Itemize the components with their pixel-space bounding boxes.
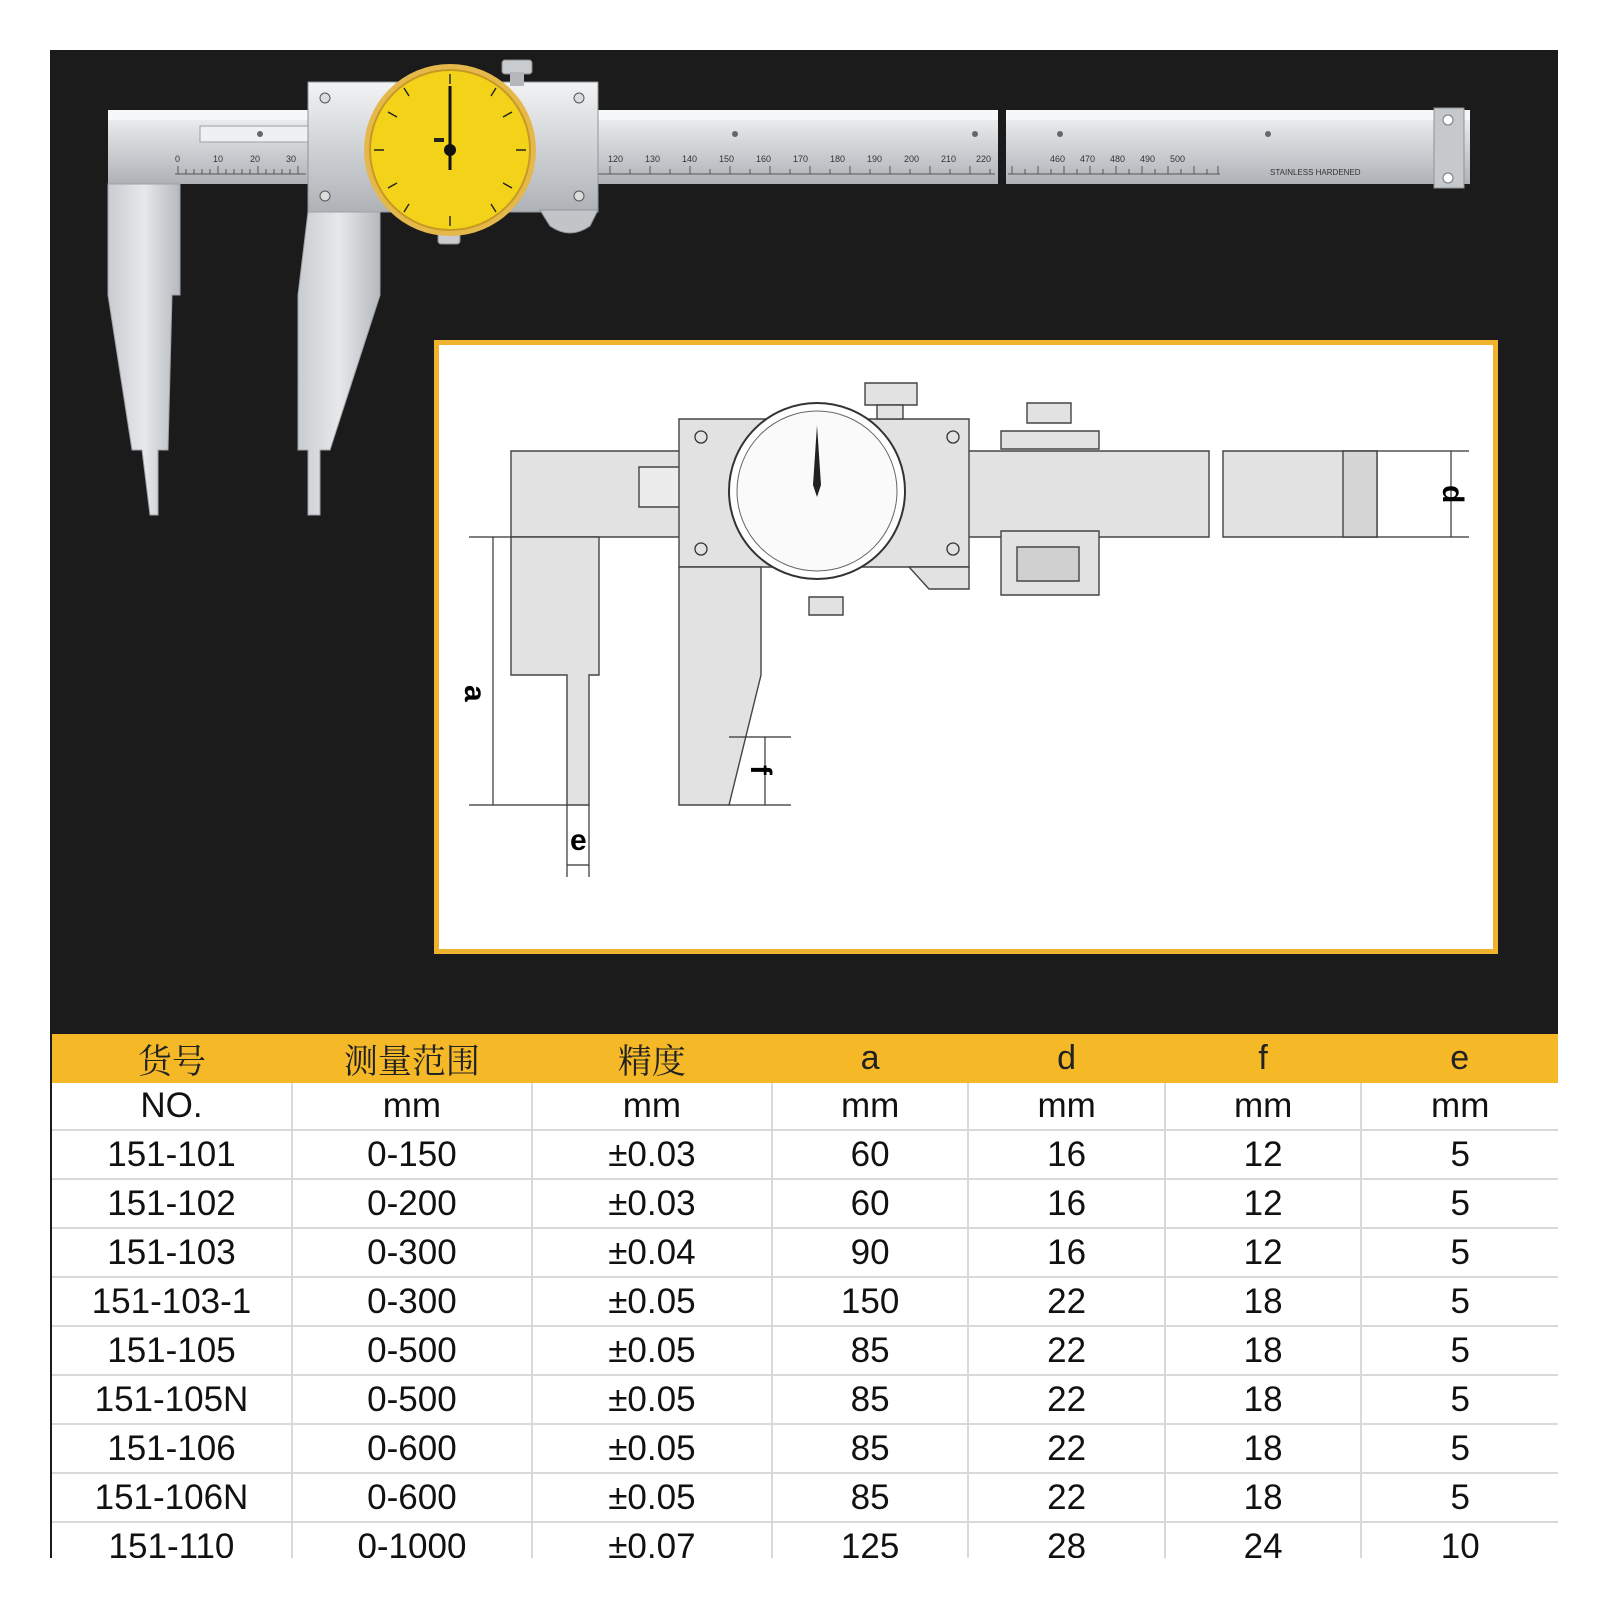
scale-label: 200 bbox=[904, 154, 920, 164]
table-cell: 0-300 bbox=[292, 1228, 532, 1277]
scale-label: 180 bbox=[830, 154, 846, 164]
table-cell: ±0.04 bbox=[532, 1228, 772, 1277]
table-cell: 22 bbox=[968, 1473, 1165, 1522]
table-cell: 5 bbox=[1361, 1326, 1558, 1375]
scale-label: 490 bbox=[1140, 154, 1156, 164]
column-header: e bbox=[1361, 1034, 1558, 1083]
table-cell: 90 bbox=[772, 1228, 969, 1277]
table-cell: 151-106 bbox=[52, 1424, 292, 1473]
column-header: 精度 bbox=[532, 1034, 772, 1083]
unit-header: mm bbox=[532, 1083, 772, 1130]
table-cell: 22 bbox=[968, 1375, 1165, 1424]
scale-label: 170 bbox=[793, 154, 809, 164]
table-header-row bbox=[52, 1034, 1558, 1083]
table-cell: ±0.05 bbox=[532, 1473, 772, 1522]
table-cell: 18 bbox=[1165, 1424, 1362, 1473]
table-row bbox=[52, 1277, 1558, 1326]
table-cell: 18 bbox=[1165, 1326, 1362, 1375]
table-cell: 85 bbox=[772, 1473, 969, 1522]
scale-label: 480 bbox=[1110, 154, 1126, 164]
table-cell: ±0.03 bbox=[532, 1130, 772, 1179]
dimension-diagram bbox=[439, 345, 1493, 949]
table-cell: 16 bbox=[968, 1130, 1165, 1179]
table-cell: 151-105N bbox=[52, 1375, 292, 1424]
table-cell: 5 bbox=[1361, 1228, 1558, 1277]
table-cell: 24 bbox=[1165, 1522, 1362, 1558]
table-cell: 85 bbox=[772, 1326, 969, 1375]
scale-label: 220 bbox=[976, 154, 992, 164]
scale-label: 190 bbox=[867, 154, 883, 164]
spec-table bbox=[52, 1034, 1558, 1558]
scale-label: 140 bbox=[682, 154, 698, 164]
scale-label: 20 bbox=[250, 154, 261, 164]
table-cell: ±0.03 bbox=[532, 1179, 772, 1228]
unit-header: mm bbox=[968, 1083, 1165, 1130]
dimension-diagram-card bbox=[434, 340, 1498, 954]
table-cell: 5 bbox=[1361, 1375, 1558, 1424]
column-header: d bbox=[968, 1034, 1165, 1083]
table-cell: 151-110 bbox=[52, 1522, 292, 1558]
table-cell: ±0.05 bbox=[532, 1375, 772, 1424]
table-cell: ±0.05 bbox=[532, 1424, 772, 1473]
table-cell: 85 bbox=[772, 1424, 969, 1473]
table-cell: 151-105 bbox=[52, 1326, 292, 1375]
product-sheet bbox=[50, 50, 1558, 1558]
table-cell: 16 bbox=[968, 1228, 1165, 1277]
table-cell: 10 bbox=[1361, 1522, 1558, 1558]
scale-label: 130 bbox=[645, 154, 661, 164]
scale-label: 500 bbox=[1170, 154, 1186, 164]
dimension-label-f: f bbox=[744, 765, 777, 775]
table-cell: 0-1000 bbox=[292, 1522, 532, 1558]
table-cell: 151-106N bbox=[52, 1473, 292, 1522]
table-cell: 0-200 bbox=[292, 1179, 532, 1228]
caliper-photo bbox=[50, 50, 1558, 1030]
beam-engraving: STAINLESS HARDENED bbox=[1270, 168, 1361, 177]
table-cell: 18 bbox=[1165, 1473, 1362, 1522]
table-cell: 0-600 bbox=[292, 1473, 532, 1522]
table-cell: 0-150 bbox=[292, 1130, 532, 1179]
unit-header: mm bbox=[1165, 1083, 1362, 1130]
scale-label: 470 bbox=[1080, 154, 1096, 164]
scale-label: 10 bbox=[213, 154, 224, 164]
table-cell: 5 bbox=[1361, 1473, 1558, 1522]
table-cell: 12 bbox=[1165, 1179, 1362, 1228]
table-cell: 85 bbox=[772, 1375, 969, 1424]
table-row bbox=[52, 1522, 1558, 1558]
table-cell: 150 bbox=[772, 1277, 969, 1326]
column-header: 货号 bbox=[52, 1034, 292, 1083]
dimension-label-d: d bbox=[1436, 485, 1469, 504]
table-row bbox=[52, 1473, 1558, 1522]
table-cell: 5 bbox=[1361, 1130, 1558, 1179]
unit-header: mm bbox=[1361, 1083, 1558, 1130]
table-cell: ±0.05 bbox=[532, 1326, 772, 1375]
table-row bbox=[52, 1228, 1558, 1277]
table-cell: 18 bbox=[1165, 1375, 1362, 1424]
table-row bbox=[52, 1130, 1558, 1179]
table-cell: 60 bbox=[772, 1130, 969, 1179]
table-cell: 0-300 bbox=[292, 1277, 532, 1326]
table-cell: 0-600 bbox=[292, 1424, 532, 1473]
column-header: a bbox=[772, 1034, 969, 1083]
scale-label: 120 bbox=[608, 154, 624, 164]
table-cell: 5 bbox=[1361, 1277, 1558, 1326]
table-cell: 0-500 bbox=[292, 1375, 532, 1424]
table-cell: ±0.07 bbox=[532, 1522, 772, 1558]
dimension-label-e: e bbox=[570, 824, 587, 857]
table-cell: 12 bbox=[1165, 1228, 1362, 1277]
dimension-label-a: a bbox=[458, 685, 491, 702]
table-cell: 0-500 bbox=[292, 1326, 532, 1375]
table-cell: 12 bbox=[1165, 1130, 1362, 1179]
scale-label: 210 bbox=[941, 154, 957, 164]
unit-header: mm bbox=[772, 1083, 969, 1130]
column-header: 测量范围 bbox=[292, 1034, 532, 1083]
table-row bbox=[52, 1424, 1558, 1473]
table-cell: 60 bbox=[772, 1179, 969, 1228]
scale-label: 150 bbox=[719, 154, 735, 164]
table-cell: 22 bbox=[968, 1277, 1165, 1326]
table-cell: 16 bbox=[968, 1179, 1165, 1228]
table-unit-row bbox=[52, 1083, 1558, 1130]
unit-header: NO. bbox=[52, 1083, 292, 1130]
table-cell: 5 bbox=[1361, 1179, 1558, 1228]
table-cell: 22 bbox=[968, 1424, 1165, 1473]
scale-label: 30 bbox=[286, 154, 297, 164]
column-header: f bbox=[1165, 1034, 1362, 1083]
table-cell: 28 bbox=[968, 1522, 1165, 1558]
table-cell: 151-102 bbox=[52, 1179, 292, 1228]
table-cell: 151-103-1 bbox=[52, 1277, 292, 1326]
table-cell: 151-103 bbox=[52, 1228, 292, 1277]
table-cell: 125 bbox=[772, 1522, 969, 1558]
scale-label: 160 bbox=[756, 154, 772, 164]
table-cell: 22 bbox=[968, 1326, 1165, 1375]
table-cell: ±0.05 bbox=[532, 1277, 772, 1326]
scale-label: 460 bbox=[1050, 154, 1066, 164]
table-cell: 18 bbox=[1165, 1277, 1362, 1326]
table-row bbox=[52, 1179, 1558, 1228]
table-cell: 151-101 bbox=[52, 1130, 292, 1179]
table-row bbox=[52, 1375, 1558, 1424]
table-row bbox=[52, 1326, 1558, 1375]
unit-header: mm bbox=[292, 1083, 532, 1130]
scale-label: 0 bbox=[175, 154, 181, 164]
table-cell: 5 bbox=[1361, 1424, 1558, 1473]
